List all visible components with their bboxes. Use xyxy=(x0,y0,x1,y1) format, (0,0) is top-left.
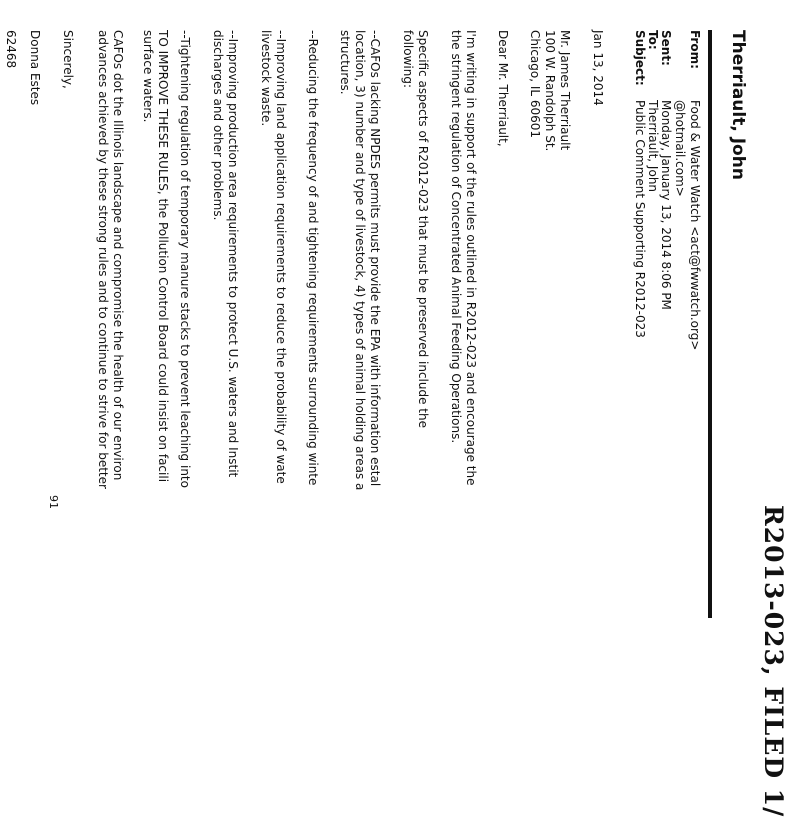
salutation: Dear Mr. Therriault, xyxy=(496,30,510,147)
sent-label: Sent: xyxy=(659,30,673,66)
page-number: 91 xyxy=(47,495,60,509)
from-value-line2: @hotmail.com> xyxy=(673,100,687,197)
from-value-line1: Food & Water Watch <act@fwwatch.org> xyxy=(688,100,702,351)
bullet2-line1: --Reducing the frequency of and tightening requirements surrounding winte xyxy=(306,30,320,486)
sent-value: Monday, January 13, 2014 8:06 PM xyxy=(659,100,673,310)
bullet1-line1: --CAFOs lacking NPDES permits must provide the EPA with information estal xyxy=(368,30,382,487)
zip-code: 62468 xyxy=(4,30,18,69)
to-label: To: xyxy=(646,30,660,50)
address-name: Mr. James Therriault xyxy=(558,30,572,151)
improve-line2: surface waters. xyxy=(141,30,155,123)
bullet4-line1: --Improving production area requirements to protect U.S. waters and Instit xyxy=(226,30,240,478)
cafo-line2: advances achieved by these strong rules and to continue to strive for better xyxy=(96,30,110,489)
bullet1-line3: structures. xyxy=(338,30,352,95)
bullet4-line2: discharges and other problems. xyxy=(211,30,225,221)
header-rule xyxy=(708,30,712,618)
subject-value: Public Comment Supporting R2012-023 xyxy=(633,100,647,338)
cafo-line1: CAFOs dot the Illinois landscape and compromise the health of our environ xyxy=(111,30,125,481)
specific-line2: following: xyxy=(401,30,415,88)
sender-name-heading: Therriault, John xyxy=(728,30,748,180)
from-label: From: xyxy=(688,30,702,69)
bullet1-line2: location, 3) number and type of livestock, 4) types of animal holding areas a xyxy=(353,30,367,491)
to-value: Therriault, John xyxy=(646,100,660,193)
bullet3-line1: --Improving land application requirements to reduce the probability of wate xyxy=(274,30,288,484)
address-city: Chicago, IL 60601 xyxy=(528,30,542,139)
subject-label: Subject: xyxy=(633,30,647,86)
intro-line2: the stringent regulation of Concentrated Animal Feeding Operations. xyxy=(449,30,463,444)
bullet5-line1: --Tightening regulation of temporary manure stacks to prevent leaching into xyxy=(178,30,192,488)
signature: Donna Estes xyxy=(28,30,42,106)
improve-line1: TO IMPROVE THESE RULES, the Pollution Control Board could insist on facili xyxy=(156,30,170,483)
filing-header: R2013-023, FILED 1/ xyxy=(759,505,788,817)
closing: Sincerely, xyxy=(61,30,75,89)
intro-line1: I'm writing in support of the rules outlined in R2012-023 and encourage the xyxy=(464,30,478,486)
address-street: 100 W. Randolph St. xyxy=(543,30,557,152)
letter-date: Jan 13, 2014 xyxy=(591,30,605,106)
bullet3-line2: livestock waste. xyxy=(259,30,273,127)
specific-line1: Specific aspects of R2012-023 that must be preserved include the xyxy=(416,30,430,429)
